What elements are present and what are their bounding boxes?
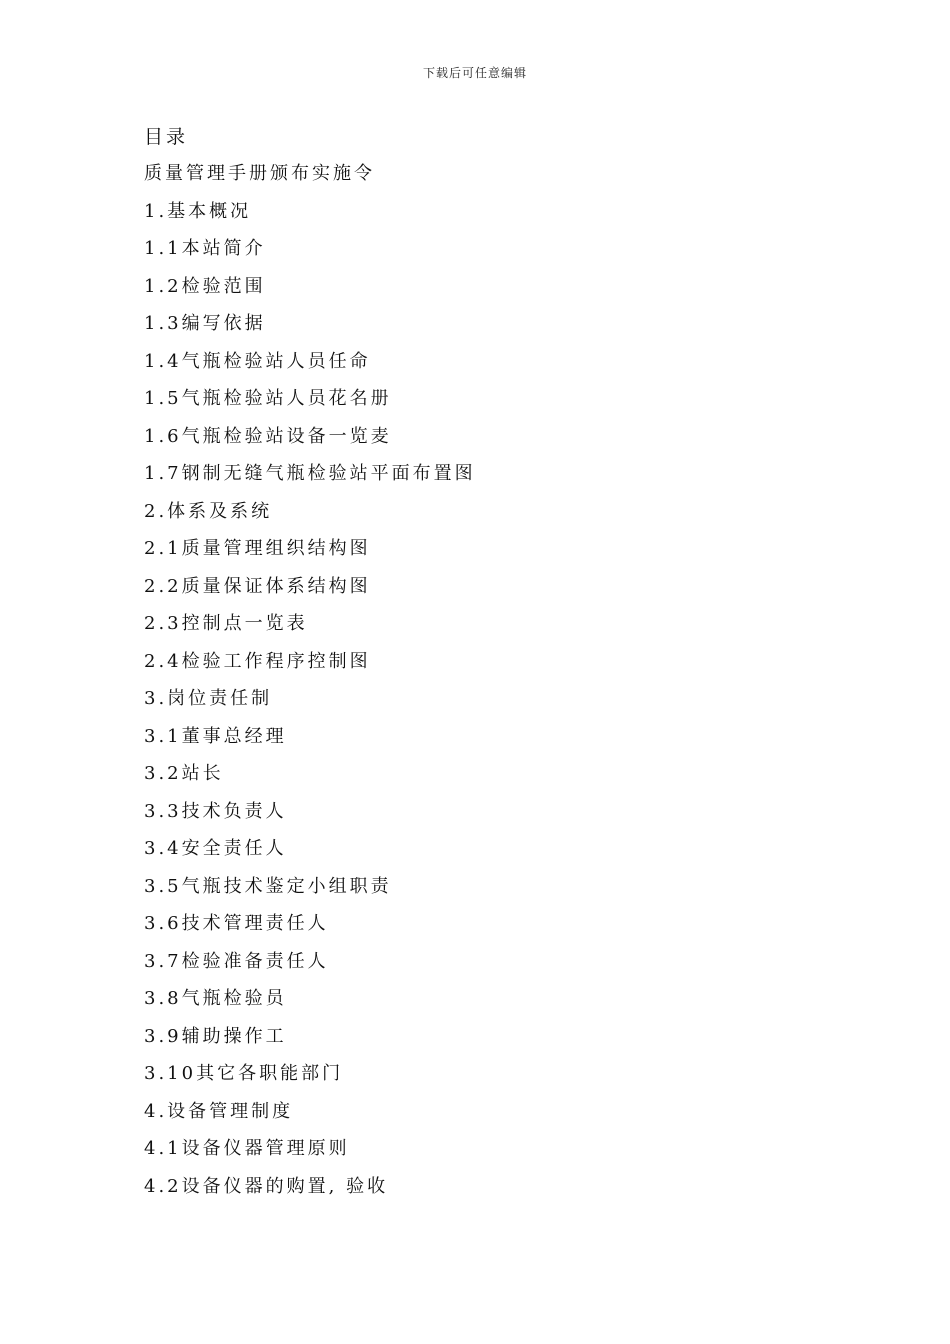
toc-item-1-6: 1.6气瓶检验站设备一览麦	[144, 425, 392, 447]
toc-item-1: 1.基本概况	[144, 200, 252, 222]
toc-item-decree: 质量管理手册颁布实施令	[144, 163, 375, 184]
toc-item-1-2: 1.2检验范围	[144, 275, 266, 297]
toc-item-3-6: 3.6技术管理责任人	[144, 913, 329, 934]
toc-item-3-8: 3.8气瓶检验员	[144, 988, 287, 1009]
toc-item-3-2: 3.2站长	[144, 763, 224, 784]
toc-item-4-2: 4.2设备仪器的购置, 验收	[144, 1175, 389, 1197]
toc-item-3-5: 3.5气瓶技术鉴定小组职责	[144, 875, 392, 897]
toc-item-4-1: 4.1设备仪器管理原则	[144, 1138, 350, 1159]
toc-item-3-1: 3.1董事总经理	[144, 725, 287, 747]
toc-item-4: 4.设备管理制度	[144, 1100, 294, 1122]
toc-item-3-7: 3.7检验准备责任人	[144, 950, 329, 972]
toc-item-3-4: 3.4安全责任人	[144, 838, 287, 859]
toc-item-2-4: 2.4检验工作程序控制图	[144, 650, 371, 672]
toc-item-1-4: 1.4气瓶检验站人员任命	[144, 350, 371, 372]
toc-item-3: 3.岗位责任制	[144, 688, 273, 709]
toc-item-1-1: 1.1本站简介	[144, 238, 266, 259]
page-header-note: 下载后可任意编辑	[422, 66, 527, 80]
toc-title: 目录	[144, 126, 189, 148]
toc-item-1-7: 1.7钢制无缝气瓶检验站平面布置图	[144, 463, 476, 484]
toc-item-2: 2.体系及系统	[144, 500, 273, 522]
toc-item-3-9: 3.9辅助操作工	[144, 1025, 287, 1047]
toc-item-2-1: 2.1质量管理组织结构图	[144, 538, 371, 559]
toc-item-1-3: 1.3编写依据	[144, 313, 266, 334]
toc-item-3-10: 3.10其它各职能部门	[144, 1063, 344, 1084]
toc-item-2-2: 2.2质量保证体系结构图	[144, 575, 371, 597]
toc-list	[144, 161, 476, 1211]
toc-item-2-3: 2.3控制点一览表	[144, 613, 308, 634]
toc-item-3-3: 3.3技术负责人	[144, 800, 287, 822]
toc-item-1-5: 1.5气瓶检验站人员花名册	[144, 388, 392, 409]
